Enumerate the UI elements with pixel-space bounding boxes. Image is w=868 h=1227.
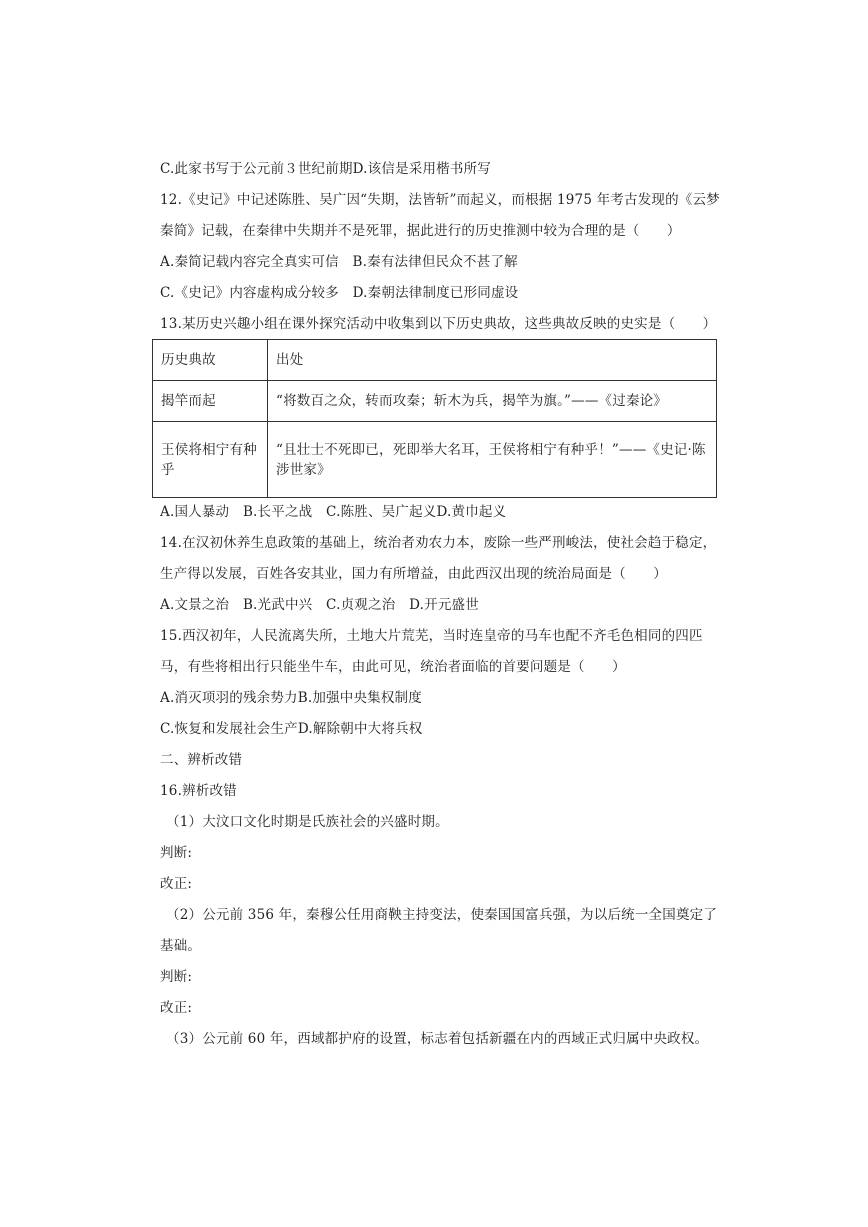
q16-title: 16.辨析改错 — [160, 783, 237, 799]
q15-stem-line1: 15.西汉初年，人民流离失所，土地大片荒芜，当时连皇帝的马车也配不齐毛色相同的四匹 — [160, 628, 703, 644]
table-header-story: 历史典故 — [153, 340, 268, 381]
q15-options-ab: A.消灭项羽的残余势力B.加强中央集权制度 — [160, 690, 422, 706]
table-cell-story — [153, 422, 268, 498]
judge-label: 判断: — [160, 845, 193, 861]
q16-item2-line2: 基础。 — [160, 938, 202, 954]
q12-options-cd: C.《史记》内容虚构成分较多 D.秦朝法律制度已形同虚设 — [160, 285, 519, 301]
correct-label: 改正: — [160, 876, 193, 892]
correct-label: 改正: — [160, 1000, 193, 1016]
q13-options: A.国人暴动 B.长平之战 C.陈胜、吴广起义D.黄巾起义 — [160, 504, 507, 520]
q15-options-cd: C.恢复和发展社会生产D.解除朝中大将兵权 — [160, 721, 423, 737]
history-story-table — [152, 339, 717, 498]
table-row — [153, 381, 717, 422]
table-cell-source-line: 涉世家》 — [276, 461, 331, 478]
table-cell-story-line: 王侯将相宁有种 — [161, 441, 257, 458]
judge-label: 判断: — [160, 969, 193, 985]
q12-stem-line2: 秦简》记载，在秦律中失期并不是死罪，据此进行的历史推测中较为合理的是（ ） — [160, 223, 681, 239]
q16-item3: （3）公元前 60 年，西域都护府的设置，标志着包括新疆在内的西域正式归属中央政权。 — [166, 1031, 709, 1047]
q12-stem-line1: 12.《史记》中记述陈胜、吴广因“失期，法皆斩”而起义，而根据 1975 年考古发现的《云梦 — [160, 192, 720, 208]
q15-stem-line2: 马，有些将相出行只能坐牛车，由此可见，统治者面临的首要问题是（ ） — [160, 659, 626, 675]
q11-options-cd: C.此家书写于公元前３世纪前期D.该信是采用楷书所写 — [160, 161, 491, 177]
q14-stem-line1: 14.在汉初休养生息政策的基础上，统治者劝农力本，废除一些严刑峻法，使社会趋于稳定， — [160, 535, 717, 551]
q14-stem-line2: 生产得以发展，百姓各安其业，国力有所增益，由此西汉出现的统治局面是（ ） — [160, 566, 667, 582]
table-row — [153, 422, 717, 498]
q14-options: A.文景之治 B.光武中兴 C.贞观之治 D.开元盛世 — [160, 597, 479, 613]
table-cell-source: “将数百之众，转而攻秦；斩木为兵，揭竿为旗。”——《过秦论》 — [268, 381, 717, 422]
q13-stem: 13.某历史兴趣小组在课外探究活动中收集到以下历史典故，这些典故反映的史实是（ ） — [160, 316, 717, 332]
table-cell-story: 揭竿而起 — [153, 381, 268, 422]
table-cell-story-line: 乎 — [161, 461, 175, 478]
q16-item2-line1: （2）公元前 356 年，秦穆公任用商鞅主持变法，使秦国国富兵强，为以后统一全国奠定了 — [166, 907, 718, 923]
table-cell-source-line: “且壮士不死即已，死即举大名耳，王侯将相宁有种乎！”——《史记·陈 — [276, 441, 706, 458]
table-header-source: 出处 — [268, 340, 717, 381]
table-header-row — [153, 340, 717, 381]
q16-item1: （1）大汶口文化时期是氏族社会的兴盛时期。 — [166, 814, 449, 830]
table-cell-source — [268, 422, 717, 498]
q12-options-ab: A.秦简记载内容完全真实可信 B.秦有法律但民众不甚了解 — [160, 254, 518, 270]
section-heading: 二、辨析改错 — [160, 752, 243, 768]
